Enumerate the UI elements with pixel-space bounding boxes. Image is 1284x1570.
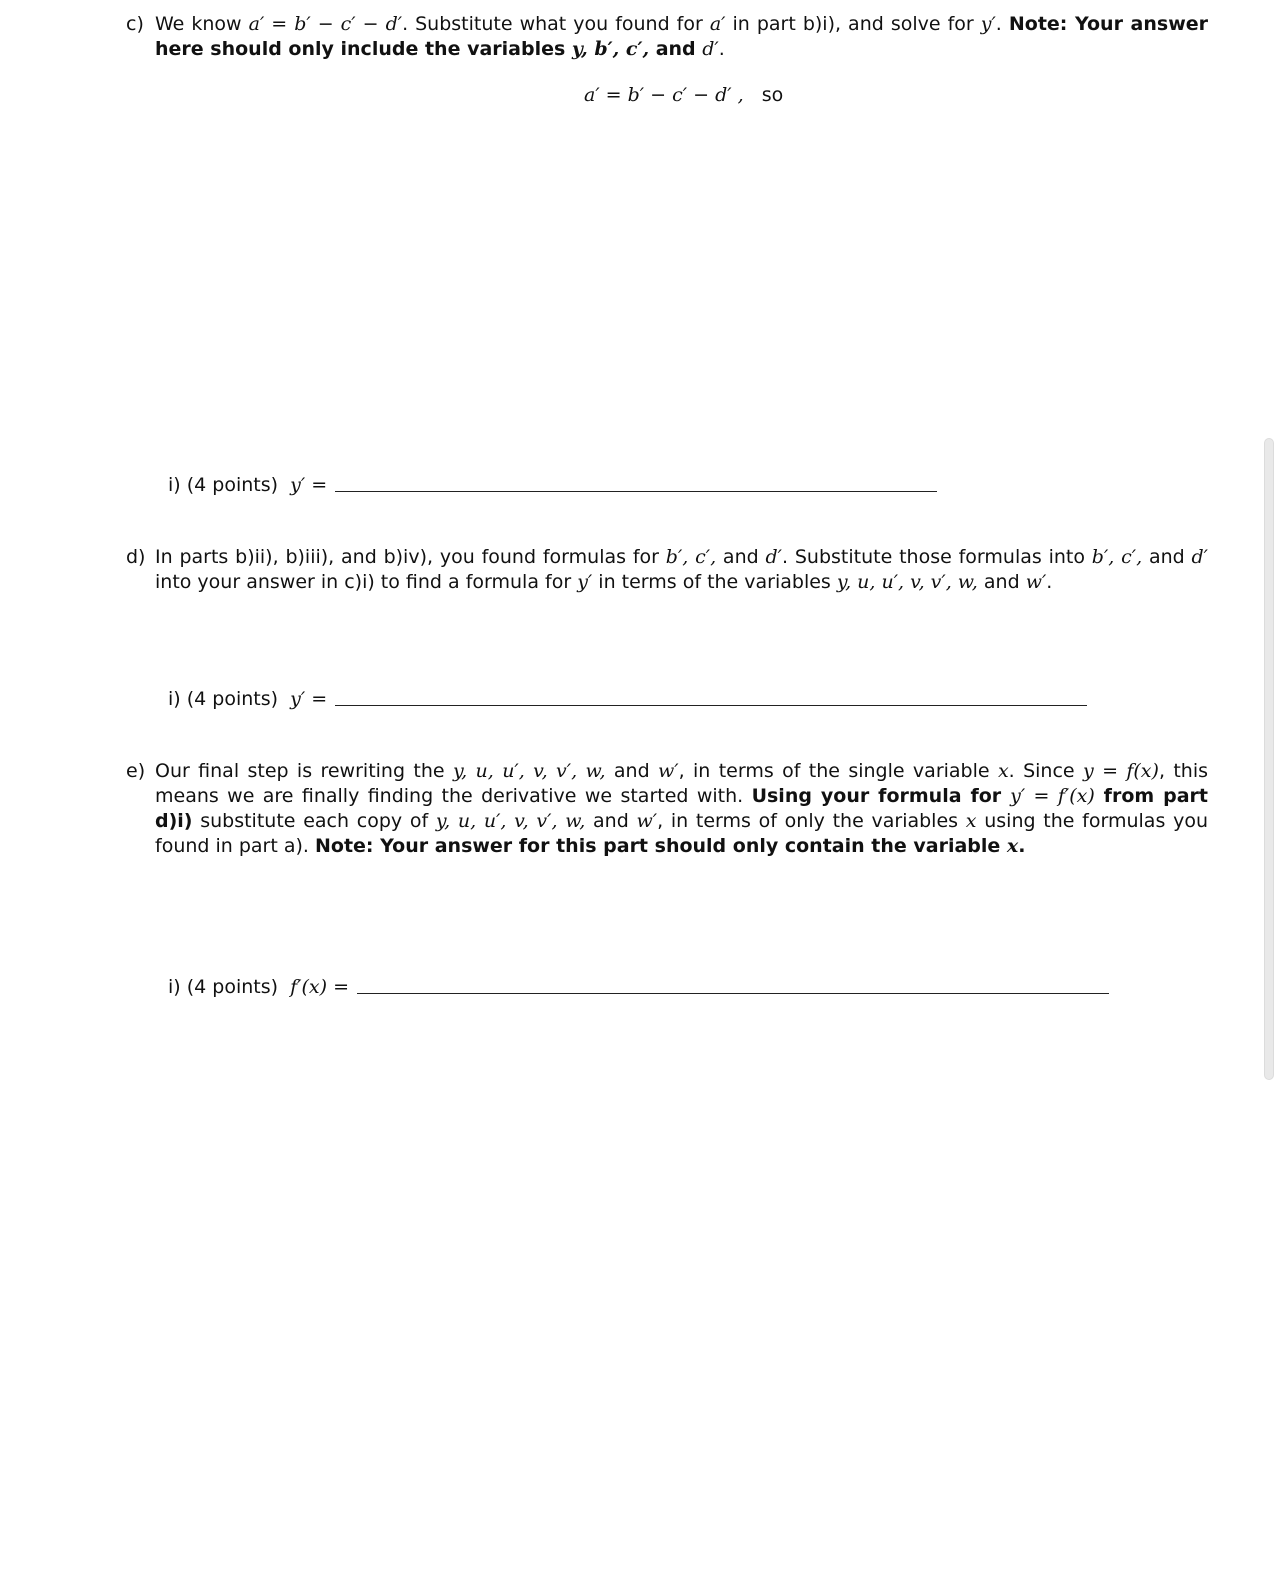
answer-label: i) (4 points) [168, 474, 279, 496]
answer-label: i) (4 points) [168, 976, 279, 998]
text: In parts b)ii), b)iii), and b)iv), you found formulas for [155, 546, 666, 568]
note-text: Note: Your answer here should only include the variables [155, 13, 1209, 60]
answer-blank[interactable] [357, 992, 1109, 994]
equation: a′ = b′ − c′ − d′ , [584, 84, 744, 106]
answer-variable: f′(x) = [290, 976, 349, 998]
text: Our final step is rewriting the [155, 760, 453, 782]
text: . Since [1008, 760, 1083, 782]
answer-variable: y′ = [290, 688, 328, 710]
bold-text: from part d)i) [155, 785, 1208, 832]
answer-blank[interactable] [335, 704, 1087, 706]
text: . [718, 38, 725, 60]
part-e-answer [168, 976, 1109, 998]
answer-variable: y′ = [290, 474, 328, 496]
note-text: and [649, 38, 703, 60]
variables: b′, c′, [1091, 546, 1143, 568]
variable: x [1006, 835, 1019, 857]
text: in terms of the variables [592, 571, 837, 593]
variable: y′ [577, 571, 593, 593]
variables: y, u, u′, v, v′, w, [452, 760, 606, 782]
part-d [126, 545, 1208, 595]
variable: d′ [702, 38, 719, 60]
variable: x [965, 810, 977, 832]
equation: a′ = b′ − c′ − d′ [248, 13, 403, 35]
variables: y, u, u′, v, v′, w, [836, 571, 978, 593]
text: . Substitute those formulas into [781, 546, 1092, 568]
equation: y = f(x) [1082, 760, 1159, 782]
text: and [605, 760, 659, 782]
text: substitute each copy of [192, 810, 436, 832]
note-text: . [1018, 835, 1026, 857]
part-c-label: c) [126, 13, 144, 35]
scrollbar[interactable] [1264, 438, 1274, 1080]
variables: b′, c′, [665, 546, 717, 568]
text: so [761, 84, 784, 106]
variable: x [997, 760, 1009, 782]
note [315, 835, 1025, 857]
text: and [585, 810, 637, 832]
part-e-label: e) [126, 760, 146, 782]
display-equation [584, 84, 783, 106]
equation: y′ = f′(x) [1010, 785, 1095, 807]
text: and [1142, 546, 1192, 568]
variable: d′ [1191, 546, 1208, 568]
variable: y′ [980, 13, 996, 35]
answer-label: i) (4 points) [168, 688, 279, 710]
part-c-answer [168, 474, 937, 496]
text: , in terms of the single variable [678, 760, 998, 782]
text: We know [155, 13, 249, 35]
part-e [126, 759, 1208, 859]
variable: w′ [658, 760, 679, 782]
bold-text: Using your formula for [751, 785, 1011, 807]
text: , in terms of only the variables [657, 810, 966, 832]
variable: d′ [765, 546, 782, 568]
text: and [716, 546, 766, 568]
variable: w′ [1025, 571, 1047, 593]
text: in part b)i), and solve for [725, 13, 981, 35]
text: , this means we are finally finding the derivative we started with. [155, 760, 1209, 807]
part-d-answer [168, 688, 1087, 710]
text: . Substitute what you found for [402, 13, 710, 35]
part-e-instructions [155, 759, 1208, 859]
text: into your answer in c)i) to find a formula for [155, 571, 578, 593]
part-d-instructions [155, 545, 1208, 595]
part-c-instructions [155, 12, 1208, 62]
text: . [1046, 571, 1053, 593]
variable: w′ [636, 810, 658, 832]
variables: y, u, u′, v, v′, w, [435, 810, 586, 832]
answer-blank[interactable] [335, 490, 937, 492]
variable: a′ [709, 13, 726, 35]
text: . [995, 13, 1009, 35]
text: and [977, 571, 1026, 593]
part-c [126, 12, 1208, 62]
text: using the formulas you found in part a). [155, 810, 1208, 857]
variables: y, b′, c′, [571, 38, 650, 60]
note-text: Note: Your answer for this part should only contain the variable [315, 835, 1007, 857]
part-d-label: d) [126, 546, 146, 568]
